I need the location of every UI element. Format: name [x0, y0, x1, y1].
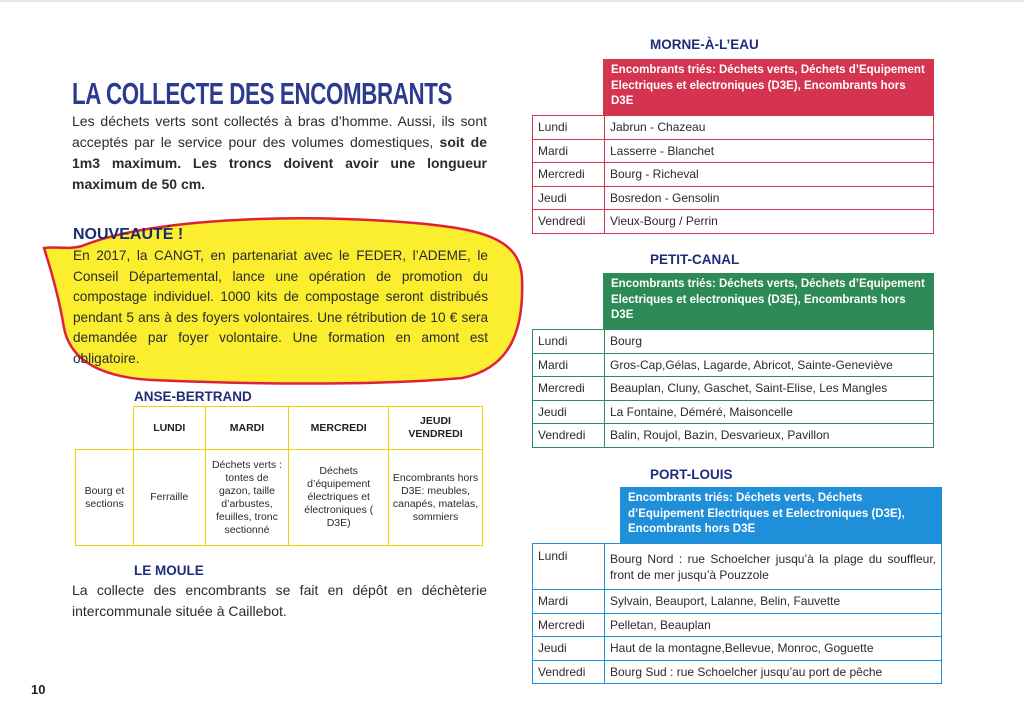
place-cell: Bosredon - Gensolin: [605, 186, 934, 210]
intro-bold-text: soit de 1m3 maximum. Les troncs doivent avoir une longueur maximum de 50 cm.: [72, 134, 488, 192]
day-cell: Mardi: [533, 590, 605, 614]
table-row: [533, 139, 934, 163]
place-cell: Pelletan, Beauplan: [605, 613, 942, 637]
day-cell: Jeudi: [533, 400, 605, 424]
table-row: [76, 450, 483, 546]
top-rule: [0, 0, 1024, 2]
morne-a-leau-header: Encombrants triés: Déchets verts, Déchets d’Equipement Electriques et electroniques (D3E), Encombrants hors D3E: [603, 59, 934, 115]
table-cell: Déchets d’équipement électriques et électroniques ( D3E): [289, 450, 389, 546]
table-cell: Encombrants hors D3E: meubles, canapés, matelas, sommiers: [389, 450, 483, 546]
nouveaute-title: NOUVEAUTÉ !: [73, 226, 184, 243]
table-row: [533, 613, 942, 637]
day-cell: Vendredi: [533, 424, 605, 448]
day-cell: Mardi: [533, 139, 605, 163]
place-cell: Haut de la montagne,Bellevue, Monroc, Goguette: [605, 637, 942, 661]
table-row: [533, 637, 942, 661]
table-row: [533, 116, 934, 140]
place-cell: La Fontaine, Déméré, Maisoncelle: [605, 400, 934, 424]
place-cell: Bourg Nord : rue Schoelcher jusqu’à la plage du souffleur, front de mer jusqu’à Pouzzole: [605, 544, 942, 590]
intro-paragraph: [72, 111, 487, 195]
table-row-label: Bourg et sections: [76, 450, 134, 546]
place-cell: Balin, Roujol, Bazin, Desvarieux, Pavillon: [605, 424, 934, 448]
place-cell: Bourg Sud : rue Schoelcher jusqu’au port de pêche: [605, 660, 942, 684]
place-cell: Bourg - Richeval: [605, 163, 934, 187]
place-cell: Lasserre - Blanchet: [605, 139, 934, 163]
table-row: [533, 163, 934, 187]
table-row: [533, 353, 934, 377]
day-cell: Mercredi: [533, 163, 605, 187]
day-cell: Mercredi: [533, 377, 605, 401]
table-row: [533, 210, 934, 234]
page-number: 10: [31, 682, 46, 697]
table-row: [533, 400, 934, 424]
port-louis-header: Encombrants triés: Déchets verts, Déchets d’Equipement Electriques et Eelectroniques (D3E), Encombrants hors D3E: [620, 487, 942, 543]
day-cell: Lundi: [533, 330, 605, 354]
place-cell: Beauplan, Cluny, Gaschet, Saint-Elise, Les Mangles: [605, 377, 934, 401]
place-cell: Bourg: [605, 330, 934, 354]
table-row: [533, 330, 934, 354]
table-cell: Ferraille: [133, 450, 205, 546]
table-row: [533, 544, 942, 590]
place-cell: Sylvain, Beauport, Lalanne, Belin, Fauvette: [605, 590, 942, 614]
table-header-row: [76, 407, 483, 450]
place-cell: Gros-Cap,Gélas, Lagarde, Abricot, Sainte-Geneviève: [605, 353, 934, 377]
table-cell: Déchets verts : tontes de gazon, taille d’arbustes, feuilles, tronc sectionné: [205, 450, 289, 546]
table-row: [533, 186, 934, 210]
page-title: LA COLLECTE DES ENCOMBRANTS: [72, 76, 453, 111]
nouveaute-box: [73, 226, 488, 369]
day-cell: Vendredi: [533, 210, 605, 234]
nouveaute-text: En 2017, la CANGT, en partenariat avec le FEDER, l’ADEME, le Conseil Départemental, lance une opération de promotion du compostage individuel. 1000 kits de compostage seront distribués pendant 5 ans à des foyers volontaires. Une rétribution de 10 € sera demandée par foyer volontaire. Une formation en amont est obligatoire.: [73, 248, 488, 366]
table-header-cell: JEUDI VENDREDI: [389, 407, 483, 450]
intro-text: Les déchets verts sont collectés à bras d’homme. Aussi, ils sont acceptés par le service pour des volumes domestiques,: [72, 113, 487, 150]
day-cell: Jeudi: [533, 186, 605, 210]
day-cell: Jeudi: [533, 637, 605, 661]
table-row: [533, 590, 942, 614]
place-cell: Jabrun - Chazeau: [605, 116, 934, 140]
day-cell: Lundi: [533, 544, 605, 590]
petit-canal-table: [532, 329, 934, 448]
morne-a-leau-table: [532, 115, 934, 234]
petit-canal-title: PETIT-CANAL: [650, 252, 740, 267]
anse-bertrand-title: ANSE-BERTRAND: [134, 389, 252, 404]
table-row: [533, 660, 942, 684]
day-cell: Lundi: [533, 116, 605, 140]
table-header-cell: MARDI: [205, 407, 289, 450]
port-louis-title: PORT-LOUIS: [650, 467, 733, 482]
day-cell: Mercredi: [533, 613, 605, 637]
day-cell: Mardi: [533, 353, 605, 377]
le-moule-title: LE MOULE: [134, 563, 204, 578]
table-row: [533, 377, 934, 401]
anse-bertrand-table: [75, 406, 483, 546]
table-cell: [76, 407, 134, 450]
table-header-cell: MERCREDI: [289, 407, 389, 450]
table-row: [533, 424, 934, 448]
port-louis-table: [532, 543, 942, 684]
petit-canal-header: Encombrants triés: Déchets verts, Déchets d’Equipement Electriques et electroniques (D3E), Encombrants hors D3E: [603, 273, 934, 329]
place-cell: Vieux-Bourg / Perrin: [605, 210, 934, 234]
day-cell: Vendredi: [533, 660, 605, 684]
table-header-cell: LUNDI: [133, 407, 205, 450]
le-moule-text: La collecte des encombrants se fait en dépôt en déchèterie intercommunale située à Caillebot.: [72, 582, 487, 619]
morne-a-leau-title: MORNE-À-L’EAU: [650, 37, 759, 52]
